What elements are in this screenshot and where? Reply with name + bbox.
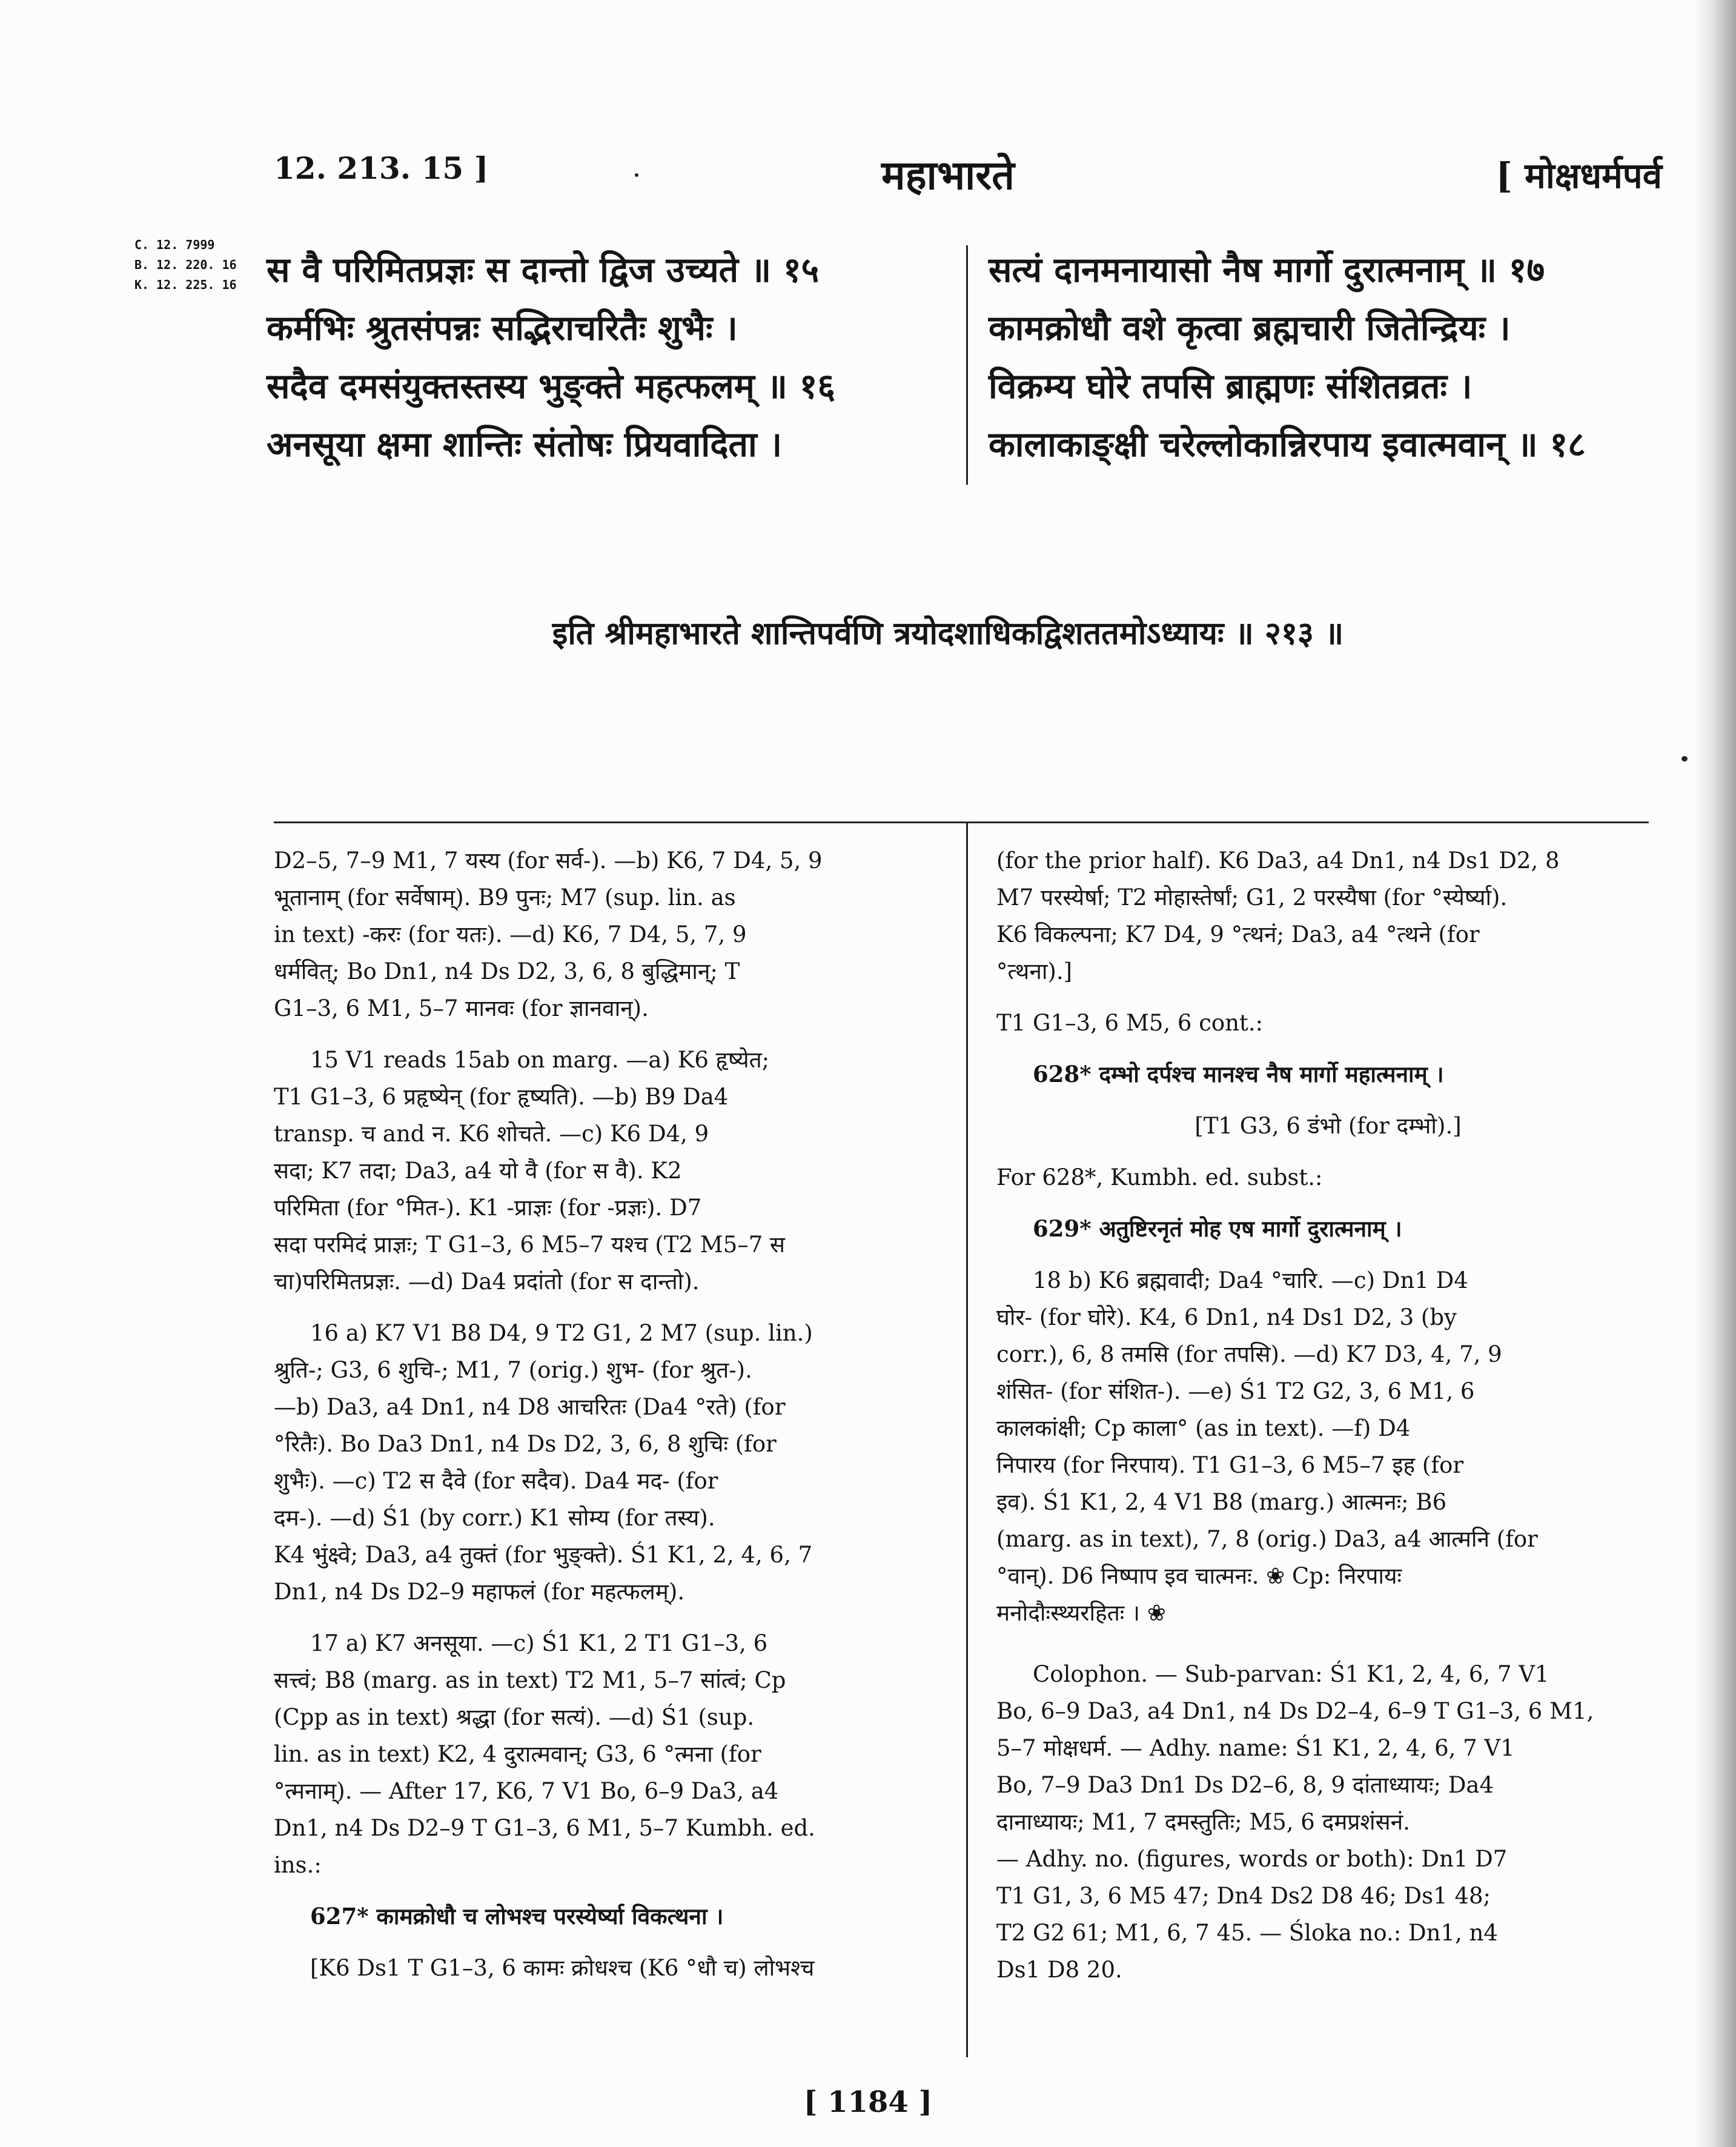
note-line: दम-). —d) Ś1 (by corr.) K1 सोम्य (for तस्य). xyxy=(274,1505,715,1531)
note-line: corr.), 6, 8 तमसि (for तपसि). —d) K7 D3, 4, 7, 9 xyxy=(996,1341,1502,1367)
verse-line: स वै परिमितप्रज्ञः स दान्तो द्विज उच्यते ॥ १५ xyxy=(267,250,820,290)
note-line: Ds1 D8 20. xyxy=(996,1957,1122,1983)
running-head-title: महाभारते xyxy=(881,151,1015,199)
note-line: Dn1, n4 Ds D2–9 T G1–3, 6 M1, 5–7 Kumbh. ed. xyxy=(274,1815,815,1841)
note-line: M7 परस्येर्षा; T2 मोहास्तेर्षां; G1, 2 परस्यैषा (for °स्येर्ष्या). xyxy=(996,884,1508,911)
concordance-ref: K. 12. 225. 16 xyxy=(134,277,237,292)
note-line: धर्मवित्; Bo Dn1, n4 Ds D2, 3, 6, 8 बुद्धिमान्; T xyxy=(274,958,740,984)
note-line: निपारय (for निरपाय). T1 G1–3, 6 M5–7 इह (for xyxy=(996,1452,1464,1478)
note-line: Bo, 6–9 Da3, a4 Dn1, n4 Ds D2–4, 6–9 T G1–3, 6 M1, xyxy=(996,1698,1594,1724)
verse-column-right xyxy=(989,241,1586,474)
note-line: 18 b) K6 ब्रह्मवादी; Da4 °चारि. —c) Dn1 D4 xyxy=(1033,1267,1468,1293)
note-line: दानाध्यायः; M1, 7 दमस्तुतिः; M5, 6 दमप्रशंसनं. xyxy=(996,1809,1410,1835)
note-line: (for the prior half). K6 Da3, a4 Dn1, n4 Ds1 D2, 8 xyxy=(996,848,1560,874)
note-line: [K6 Ds1 T G1–3, 6 कामः क्रोधश्च (K6 °धौ च) लोभश्च xyxy=(310,1955,815,1981)
note-line: T1 G1, 3, 6 M5 47; Dn4 Ds2 D8 46; Ds1 48; xyxy=(996,1883,1491,1909)
note-line: सदा; K7 तदा; Da3, a4 यो वै (for स वै). K2 xyxy=(274,1158,682,1184)
note-line: सदा परमिदं प्राज्ञः; T G1–3, 6 M5–7 यश्च (T2 M5–7 स xyxy=(274,1232,786,1258)
note-paragraph xyxy=(996,1210,1660,1247)
verse-column-left xyxy=(267,241,835,474)
note-paragraph xyxy=(274,1898,928,1935)
note-line: श्रुति-; G3, 6 शुचि-; M1, 7 (orig.) शुभ- (for श्रुत-). xyxy=(274,1357,752,1383)
verse-line: कर्मभिः श्रुतसंपन्नः सद्भिराचरितैः शुभैः । xyxy=(267,308,738,348)
note-line: 17 a) K7 अनसूया. —c) Ś1 K1, 2 T1 G1–3, 6 xyxy=(310,1630,768,1656)
note-line: (marg. as in text), 7, 8 (orig.) Da3, a4 आत्मनि (for xyxy=(996,1526,1538,1552)
note-paragraph xyxy=(996,1656,1660,1988)
note-paragraph xyxy=(274,842,928,1027)
note-line: Colophon. — Sub-parvan: Ś1 K1, 2, 4, 6, 7 V1 xyxy=(1033,1661,1549,1687)
note-line: [T1 G3, 6 डंभो (for दम्भो).] xyxy=(1194,1113,1462,1139)
note-paragraph xyxy=(996,1004,1660,1041)
note-line: भूतानाम् (for सर्वेषाम्). B9 पुनः; M7 (sup. lin. as xyxy=(274,884,736,911)
note-line: °त्मनाम्). — After 17, K6, 7 V1 Bo, 6–9 Da3, a4 xyxy=(274,1778,779,1804)
note-line: For 628*, Kumbh. ed. subst.: xyxy=(996,1164,1323,1190)
note-line: in text) -करः (for यतः). —d) K6, 7 D4, 5, 7, 9 xyxy=(274,921,747,947)
note-line: परिमिता (for °मित-). K1 -प्राज्ञः (for -प्रज्ञः). D7 xyxy=(274,1195,702,1221)
verse-line: कालाकाङ्क्षी चरेल्लोकान्निरपाय इवात्मवान् ॥ १८ xyxy=(989,424,1586,465)
note-paragraph xyxy=(996,842,1660,990)
note-line: K4 भुंक्ष्वे; Da3, a4 तुक्तं (for भुङ्क्ते). Ś1 K1, 2, 4, 6, 7 xyxy=(274,1542,813,1568)
page-edge-shadow xyxy=(1694,0,1736,2147)
note-paragraph xyxy=(274,1950,928,1986)
note-line: D2–5, 7–9 M1, 7 यस्य (for सर्व-). —b) K6, 7 D4, 5, 9 xyxy=(274,848,823,874)
note-paragraph xyxy=(996,1056,1660,1093)
note-line: °वान्). D6 निष्पाप इव चात्मनः. ❀ Cp: निरपायः xyxy=(996,1563,1402,1589)
note-paragraph xyxy=(996,1159,1660,1196)
note-line: इव). Ś1 K1, 2, 4 V1 B8 (marg.) आत्मनः; B6 xyxy=(996,1489,1447,1515)
verse-line: विक्रम्य घोरे तपसि ब्राह्मणः संशितव्रतः । xyxy=(989,366,1473,407)
note-line: °त्थना).] xyxy=(996,958,1073,984)
note-line: °रितैः). Bo Da3 Dn1, n4 Ds D2, 3, 6, 8 शुचिः (for xyxy=(274,1431,777,1457)
note-paragraph xyxy=(274,1625,928,1883)
concordance-ref: C. 12. 7999 xyxy=(134,237,215,252)
note-paragraph xyxy=(274,1315,928,1610)
note-line: घोर- (for घोरे). K4, 6 Dn1, n4 Ds1 D2, 3 (by xyxy=(996,1304,1457,1330)
note-line: चा)परिमितप्रज्ञः. —d) Da4 प्रदांतो (for स दान्तो). xyxy=(274,1269,700,1295)
note-line: G1–3, 6 M1, 5–7 मानवः (for ज्ञानवान्). xyxy=(274,995,649,1021)
note-line: मनोदौःस्थ्यरहितः । ❀ xyxy=(996,1600,1166,1626)
verse-line: अनसूया क्षमा शान्तिः संतोषः प्रियवादिता । xyxy=(267,424,783,465)
critical-notes-left xyxy=(274,842,928,2001)
chapter-colophon: इति श्रीमहाभारते शान्तिपर्वणि त्रयोदशाधिकद्विशततमोऽध्यायः ॥ २१३ ॥ xyxy=(552,615,1344,652)
note-line: —b) Da3, a4 Dn1, n4 D8 आचरितः (Da4 °रते) (for xyxy=(274,1394,786,1420)
note-line: कालकांक्षी; Cp काला° (as in text). —f) D4 xyxy=(996,1415,1411,1441)
verse-line: कामक्रोधौ वशे कृत्वा ब्रह्मचारी जितेन्द्रियः । xyxy=(989,308,1511,348)
note-line: Dn1, n4 Ds D2–9 महाफलं (for महत्फलम्). xyxy=(274,1579,685,1605)
note-line: Bo, 7–9 Da3 Dn1 Ds D2–6, 8, 9 दांताध्यायः; Da4 xyxy=(996,1772,1494,1798)
verse-column-divider xyxy=(966,245,968,485)
critical-notes-right xyxy=(996,842,1660,2003)
running-head-verse-ref: 12. 213. 15 ] xyxy=(274,150,489,186)
note-line: शुभैः). —c) T2 स दैवे (for सदैव). Da4 मद- (for xyxy=(274,1468,718,1494)
interpolation-line: 629* अतुष्टिरनृतं मोह एष मार्गो दुरात्मनाम् । xyxy=(1033,1215,1402,1242)
interpolation-line: 628* दम्भो दर्पश्च मानश्च नैष मार्गो महात्मनाम् । xyxy=(1033,1061,1444,1087)
note-paragraph xyxy=(996,1107,1660,1144)
note-line: 15 V1 reads 15ab on marg. —a) K6 हृष्येत; xyxy=(310,1047,770,1073)
note-line: सत्त्वं; B8 (marg. as in text) T2 M1, 5–7 सांत्वं; Cp xyxy=(274,1667,786,1693)
note-line: 5–7 मोक्षधर्म. — Adhy. name: Ś1 K1, 2, 4, 6, 7 V1 xyxy=(996,1735,1515,1761)
note-line: T1 G1–3, 6 प्रहृष्येन् (for हृष्यति). —b) B9 Da4 xyxy=(274,1084,729,1110)
note-line: — Adhy. no. (figures, words or both): Dn1 D7 xyxy=(996,1846,1508,1872)
concordance-ref: B. 12. 220. 16 xyxy=(134,257,237,272)
note-line: T1 G1–3, 6 M5, 6 cont.: xyxy=(996,1010,1264,1036)
notes-column-divider xyxy=(966,821,968,2057)
interpolation-line: 627* कामक्रोधौ च लोभश्च परस्येर्ष्या विकत्थना । xyxy=(310,1903,724,1930)
running-head-section: [ मोक्षधर्मपर्व xyxy=(1496,155,1662,196)
note-line: 16 a) K7 V1 B8 D4, 9 T2 G1, 2 M7 (sup. lin.) xyxy=(310,1320,813,1346)
note-line: lin. as in text) K2, 4 दुरात्मवान्; G3, 6 °त्मना (for xyxy=(274,1741,761,1767)
print-speck xyxy=(635,173,638,177)
note-line: transp. च and न. K6 शोचते. —c) K6 D4, 9 xyxy=(274,1121,709,1147)
concordance-refs xyxy=(134,235,237,295)
note-line: T2 G2 61; M1, 6, 7 45. — Śloka no.: Dn1, n4 xyxy=(996,1920,1498,1946)
note-line: शंसित- (for संशित-). —e) Ś1 T2 G2, 3, 6 M1, 6 xyxy=(996,1378,1475,1404)
note-line: K6 विकल्पना; K7 D4, 9 °त्थनं; Da3, a4 °त्थने (for xyxy=(996,921,1480,947)
verse-line: सदैव दमसंयुक्तस्तस्य भुङ्क्ते महत्फलम् ॥ १६ xyxy=(267,366,836,407)
print-speck xyxy=(1681,756,1688,762)
page-number: [ 1184 ] xyxy=(803,2085,933,2119)
notes-top-rule xyxy=(274,821,1649,823)
verse-line: सत्यं दानमनायासो नैष मार्गो दुरात्मनाम् ॥ १७ xyxy=(989,250,1545,290)
note-paragraph xyxy=(274,1041,928,1300)
note-paragraph xyxy=(996,1262,1660,1631)
note-line: ins.: xyxy=(274,1852,322,1878)
note-line: (Cpp as in text) श्रद्धा (for सत्यं). —d) Ś1 (sup. xyxy=(274,1704,755,1730)
